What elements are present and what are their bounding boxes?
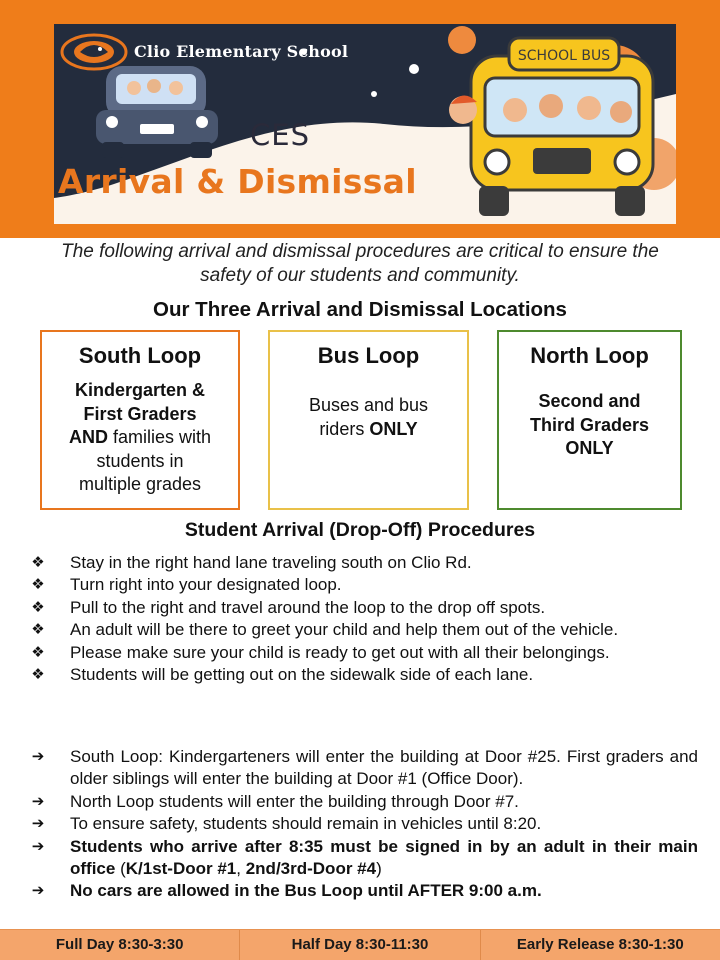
list-item-text: An adult will be there to greet your child and help them out of the vehicle. xyxy=(70,620,619,640)
banner-main-title: Arrival & Dismissal xyxy=(58,162,417,201)
list-item-text: Pull to the right and travel around the loop to the drop off spots. xyxy=(70,597,546,617)
schedule-footer xyxy=(0,929,720,960)
list-item xyxy=(28,664,698,686)
list-item xyxy=(28,619,698,641)
school-bus-illustration xyxy=(449,30,674,224)
late-notice-paren-open: ( xyxy=(115,859,126,879)
diamond-bullet-icon: ❖ xyxy=(31,666,45,684)
south-loop-box xyxy=(40,330,240,510)
arrow-bullet-icon: ➔ xyxy=(31,792,45,810)
bus-loop-box xyxy=(268,330,469,510)
north-loop-box xyxy=(497,330,682,510)
list-item-text: Please make sure your child is ready to get out with all their belongings. xyxy=(70,642,610,662)
late-notice-k1-door: K/1st-Door #1 xyxy=(125,859,237,879)
early-release-hours: Early Release 8:30-1:30 xyxy=(516,936,684,953)
south-loop-description xyxy=(42,379,238,497)
bus-loop-riders: riders xyxy=(319,418,370,439)
diamond-bullet-icon: ❖ xyxy=(31,576,45,594)
banner-ces-title: CES xyxy=(250,118,310,152)
arrival-notes-list xyxy=(28,746,698,903)
diamond-bullet-icon: ❖ xyxy=(31,621,45,639)
list-item-text: South Loop: Kindergarteners will enter the building at Door #25. First graders and older siblings will enter the building at Door #1 (Office Door). xyxy=(70,747,698,789)
diamond-bullet-icon: ❖ xyxy=(31,554,45,571)
diamond-bullet-icon: ❖ xyxy=(31,598,45,616)
list-item xyxy=(28,574,698,596)
south-loop-line xyxy=(42,426,238,450)
bus-loop-only: ONLY xyxy=(369,418,418,439)
south-loop-line: students in xyxy=(96,450,184,471)
list-item xyxy=(28,552,698,574)
arrival-steps-list xyxy=(28,552,698,686)
list-item xyxy=(28,746,698,791)
late-arrival-notice xyxy=(28,836,698,881)
arrow-bullet-icon: ➔ xyxy=(31,815,45,833)
banner xyxy=(54,24,676,224)
late-notice-main: Students who arrive after 8:35 must be signed in by an adult in their main office xyxy=(70,836,698,879)
south-loop-line: First Graders xyxy=(83,403,197,424)
bus-loop-line: Buses and bus xyxy=(308,395,429,415)
north-loop-line: ONLY xyxy=(565,438,614,458)
north-loop-description xyxy=(499,390,680,461)
bus-loop-description xyxy=(270,394,467,441)
arrow-bullet-icon: ➔ xyxy=(31,748,45,765)
south-loop-title: South Loop xyxy=(78,343,202,368)
family-car-illustration xyxy=(92,62,222,162)
late-notice-23-door: 2nd/3rd-Door #4 xyxy=(245,859,377,879)
list-item xyxy=(28,813,698,835)
arrival-heading: Student Arrival (Drop-Off) Procedures xyxy=(184,519,536,541)
bus-loop-line xyxy=(270,418,467,442)
list-item-text: To ensure safety, students should remain in vehicles until 8:20. xyxy=(70,814,542,834)
locations-heading: Our Three Arrival and Dismissal Locations xyxy=(153,298,567,321)
south-loop-and: AND xyxy=(68,427,108,447)
list-item xyxy=(28,597,698,619)
bus-loop-notice xyxy=(28,880,698,902)
school-name: Clio Elementary School xyxy=(134,42,349,61)
list-item xyxy=(28,642,698,664)
arrow-bullet-icon: ➔ xyxy=(31,882,45,900)
north-loop-line: Third Graders xyxy=(529,414,650,435)
late-notice-comma: , xyxy=(236,859,246,879)
list-item-text: Stay in the right hand lane traveling south on Clio Rd. xyxy=(70,553,472,572)
north-loop-line: Second and xyxy=(538,391,641,411)
list-item-text: North Loop students will enter the building through Door #7. xyxy=(70,791,519,811)
south-loop-families: families with xyxy=(107,427,212,447)
diamond-bullet-icon: ❖ xyxy=(31,643,45,661)
intro-text: The following arrival and dismissal procedures are critical to ensure the safety of our students and community. xyxy=(61,241,659,286)
bus-loop-notice-text: No cars are allowed in the Bus Loop until AFTER 9:00 a.m. xyxy=(70,881,542,901)
header-band xyxy=(0,0,720,238)
arrow-bullet-icon: ➔ xyxy=(31,837,45,855)
south-loop-line: Kindergarten & xyxy=(74,380,206,400)
bus-sign-text: SCHOOL BUS xyxy=(517,48,611,64)
north-loop-title: North Loop xyxy=(530,343,649,368)
south-loop-line: multiple grades xyxy=(78,474,202,494)
full-day-hours: Full Day 8:30-3:30 xyxy=(0,930,240,960)
list-item xyxy=(28,791,698,813)
bus-loop-title: Bus Loop xyxy=(317,343,420,368)
list-item-text: Turn right into your designated loop. xyxy=(70,575,342,595)
late-notice-paren-close: ) xyxy=(376,859,382,879)
half-day-hours: Half Day 8:30-11:30 xyxy=(240,930,480,960)
list-item-text: Students will be getting out on the sidewalk side of each lane. xyxy=(70,665,534,685)
